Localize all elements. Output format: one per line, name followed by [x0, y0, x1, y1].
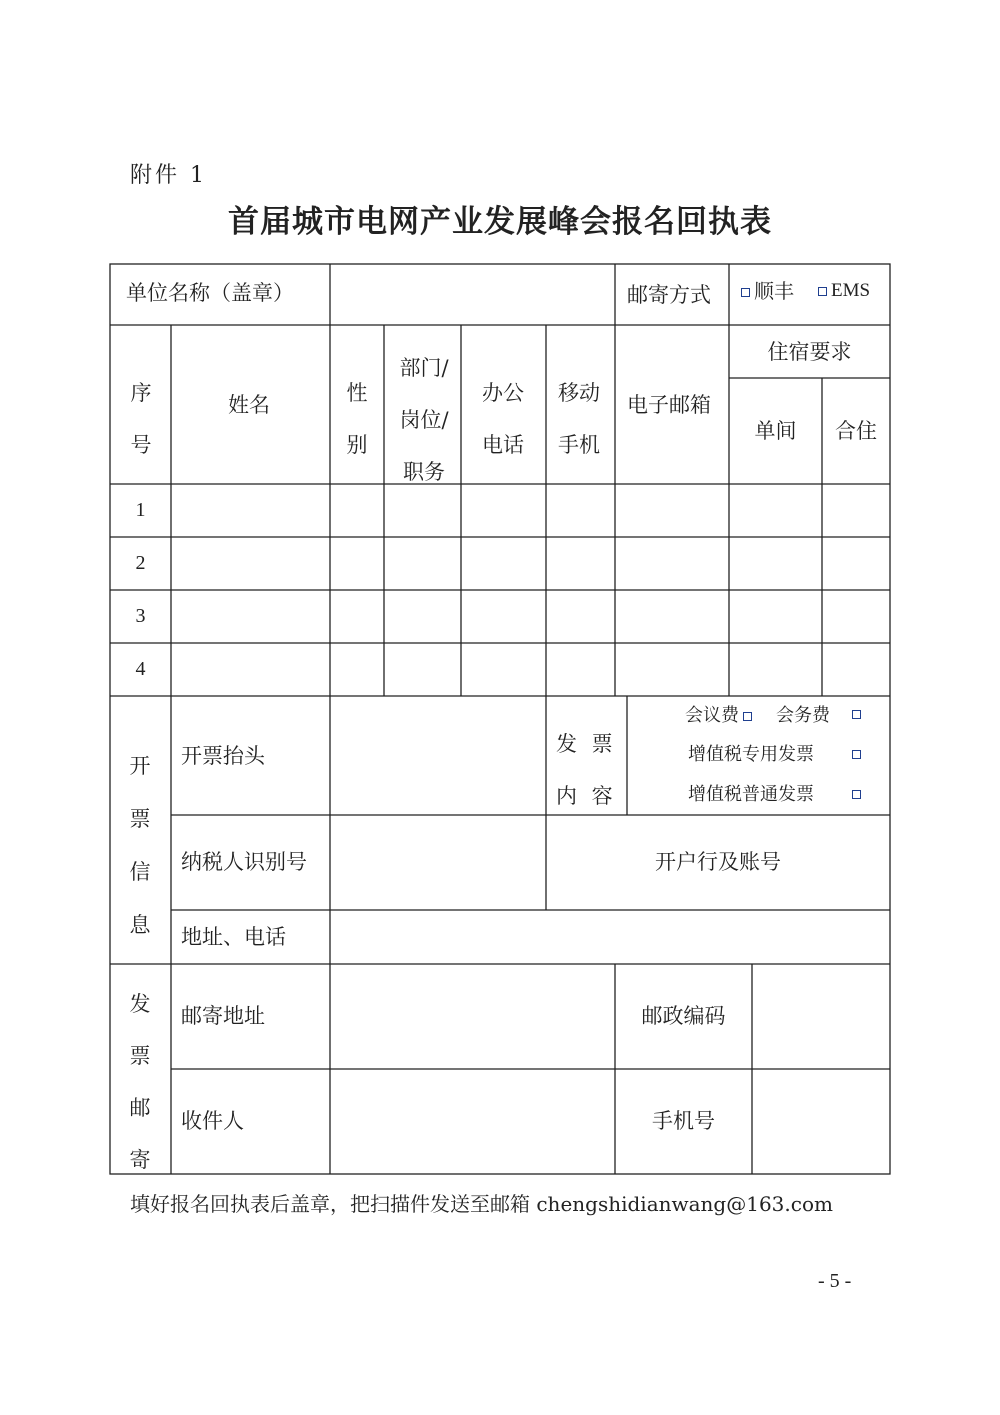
invoice-title-label: 开票抬头	[181, 744, 265, 768]
header-seq: 序号	[130, 381, 152, 457]
invoice-info-section: 开票信息	[129, 754, 151, 937]
invoice-option-label: 会议费	[685, 705, 739, 726]
checkbox-icon[interactable]	[852, 750, 861, 759]
invoice-option-vat-general[interactable]	[688, 786, 814, 804]
checkbox-icon[interactable]	[818, 287, 827, 296]
header-name: 姓名	[228, 393, 270, 417]
page-title: 首届城市电网产业发展峰会报名回执表	[228, 204, 772, 240]
invoice-option-vat-special[interactable]	[688, 746, 814, 764]
header-office-phone: 办公电话	[482, 381, 524, 457]
header-gender: 性别	[346, 381, 368, 457]
address-phone-label: 地址、电话	[181, 925, 286, 949]
attachment-label: 附件 1	[130, 163, 207, 188]
phone-label: 手机号	[652, 1109, 715, 1133]
header-single-room: 单间	[754, 419, 797, 443]
checkbox-icon[interactable]	[743, 712, 752, 721]
row-number: 3	[135, 605, 146, 627]
mail-option-ems-label: EMS	[831, 280, 871, 301]
row-number: 4	[135, 658, 146, 680]
invoice-option-label: 增值税普通发票	[688, 784, 814, 805]
checkbox-icon[interactable]	[852, 710, 861, 719]
checkbox-icon[interactable]	[852, 790, 861, 799]
mail-address-label: 邮寄地址	[181, 1004, 265, 1028]
footer-note: 填好报名回执表后盖章，把扫描件发送至邮箱 chengshidianwang@163.com	[130, 1192, 833, 1216]
invoice-option-meeting-fee[interactable]	[685, 707, 756, 725]
header-mobile: 移动手机	[558, 381, 600, 457]
header-shared-room: 合住	[835, 419, 877, 443]
unit-name-label: 单位名称（盖章）	[126, 281, 294, 305]
header-lodging: 住宿要求	[767, 340, 852, 364]
bank-account-label: 开户行及账号	[655, 850, 781, 874]
recipient-label: 收件人	[181, 1109, 244, 1133]
row-number: 1	[135, 499, 146, 521]
mail-method-label: 邮寄方式	[627, 283, 711, 307]
mail-option-sf-label: 顺丰	[754, 279, 794, 303]
header-email: 电子邮箱	[627, 393, 711, 417]
page-number: - 5 -	[818, 1270, 852, 1292]
header-dept: 部门/岗位/职务	[399, 356, 449, 484]
checkbox-icon[interactable]	[741, 288, 750, 297]
invoice-option-label: 会务费	[776, 705, 830, 726]
invoice-option-label: 增值税专用发票	[688, 744, 814, 765]
mail-option-sf[interactable]	[737, 281, 794, 301]
mail-option-ems[interactable]	[814, 281, 870, 300]
invoice-option-service-fee[interactable]	[776, 707, 830, 725]
postal-code-label: 邮政编码	[641, 1004, 726, 1028]
row-number: 2	[135, 552, 146, 574]
taxpayer-id-label: 纳税人识别号	[181, 850, 307, 874]
invoice-mail-section: 发票邮寄	[129, 992, 151, 1172]
invoice-content-label: 发 票 内 容	[556, 732, 617, 808]
